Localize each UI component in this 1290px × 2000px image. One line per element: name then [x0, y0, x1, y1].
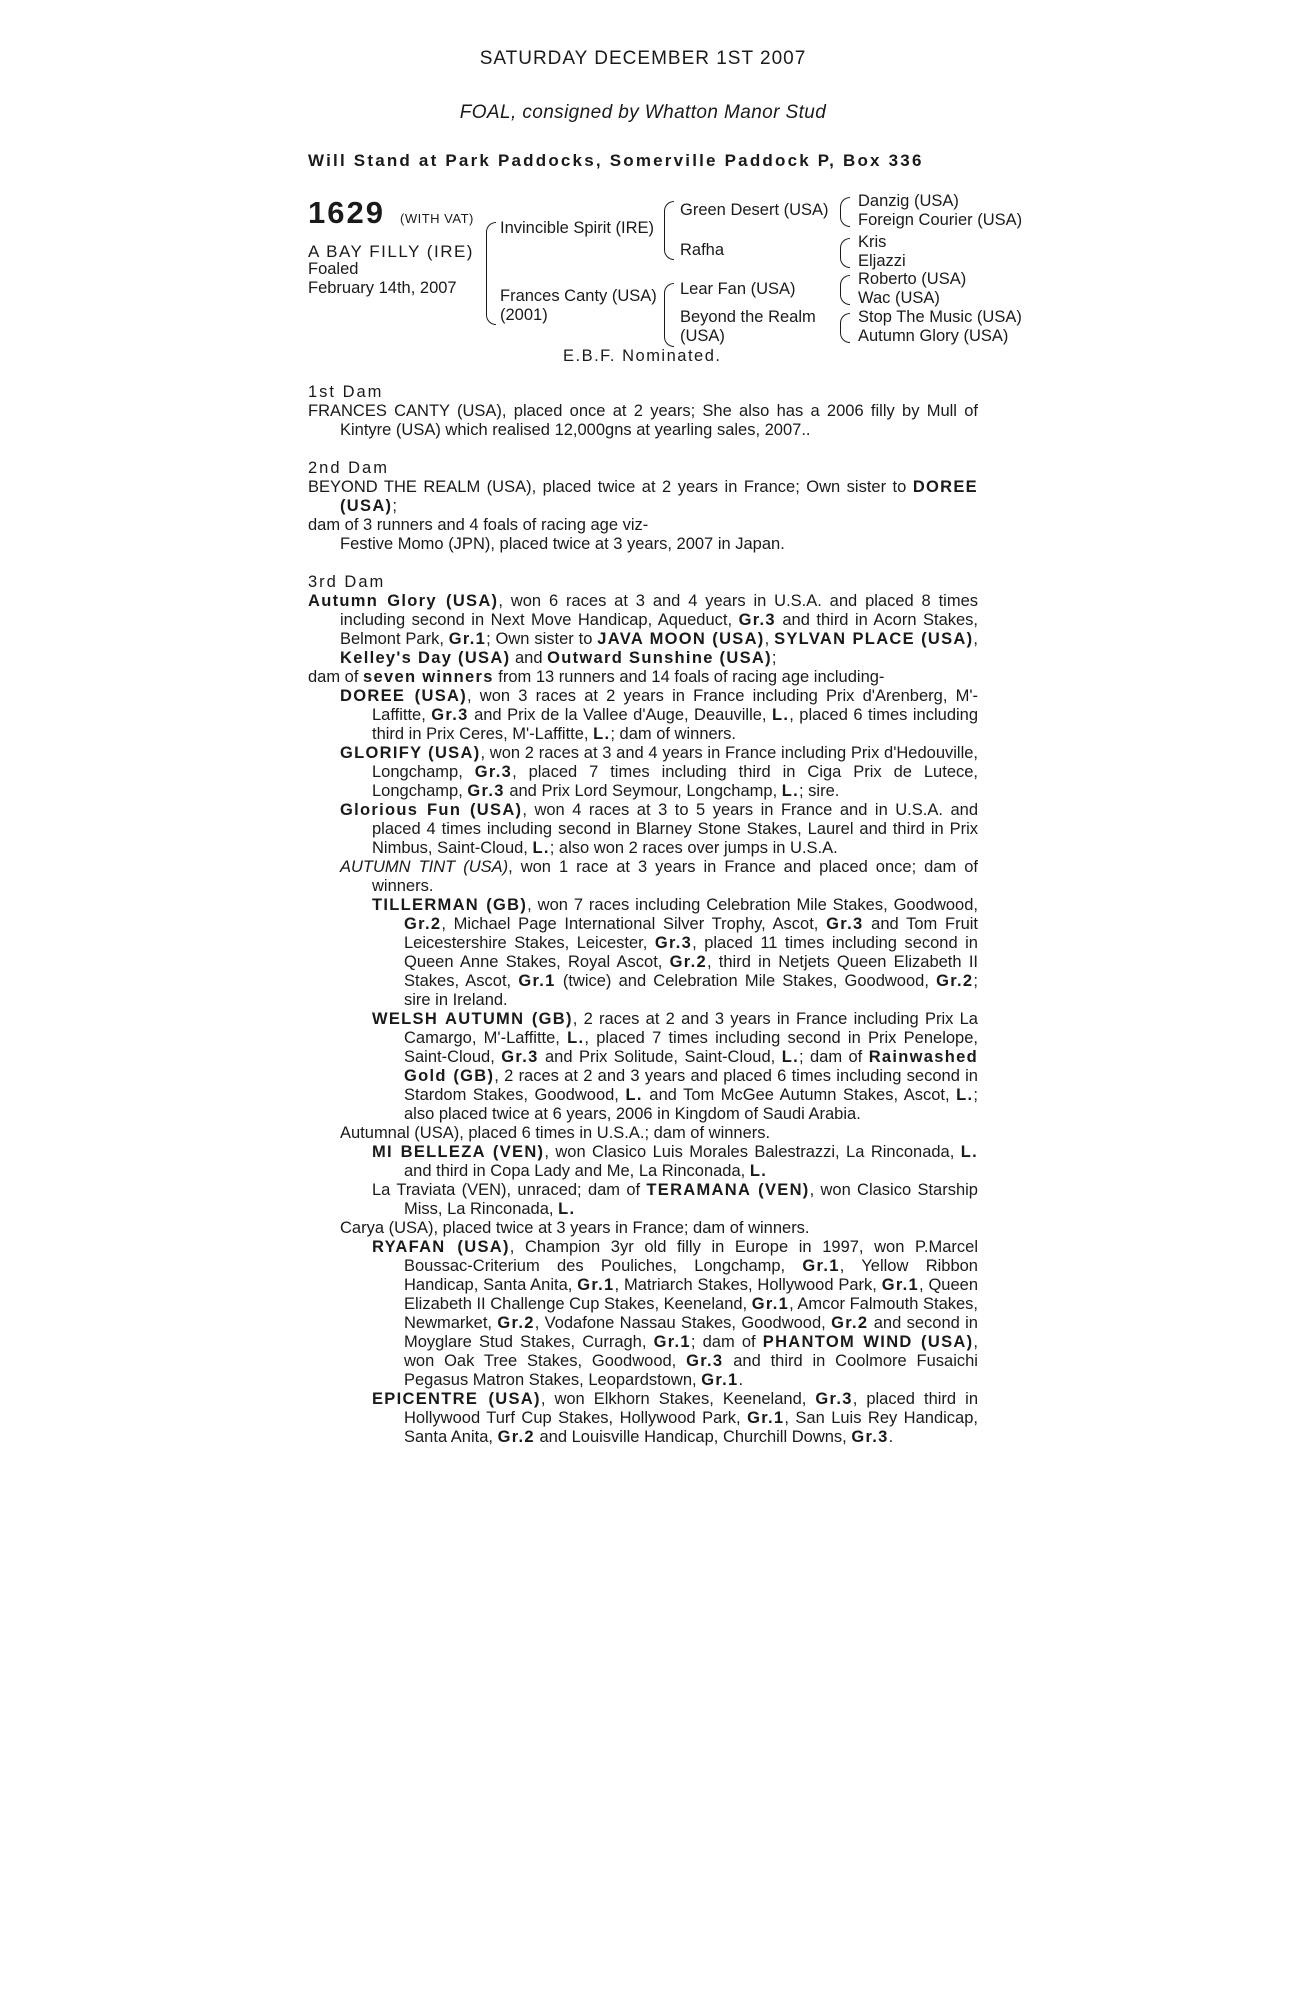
pedigree-dam-year: (2001) — [500, 306, 548, 324]
mib-l2: L. — [749, 1162, 768, 1180]
doree-3: , placed 6 times including third in Prix Ceres, M'-Laffitte, — [372, 706, 979, 743]
t-sis2: SYLVAN PLACE (USA) — [774, 630, 974, 648]
doree-l1: L. — [771, 706, 790, 724]
t-sis4: Outward Sunshine (USA) — [547, 649, 772, 667]
welsh-1: , 2 races at 2 and 3 years in France including Prix La Camargo, M'-Laffitte, — [404, 1010, 978, 1047]
glorify-name: GLORIFY (USA) — [340, 744, 481, 762]
vat-note: (WITH VAT) — [400, 211, 474, 226]
till-5: , third in Netjets Queen Elizabeth II Stakes, Ascot, — [404, 953, 978, 990]
consignor-line: FOAL, consigned by Whatton Manor Stud — [459, 102, 827, 123]
t-pc: from 13 runners and 14 foals of racing age including- — [498, 668, 885, 686]
till-g5: Gr.1 — [518, 972, 556, 990]
mib-name: MI BELLEZA (VEN) — [372, 1143, 545, 1161]
brace-dam — [664, 283, 674, 347]
till-g4: Gr.2 — [669, 953, 707, 971]
trav-1: La Traviata (VEN), unraced; dam of — [372, 1181, 641, 1199]
ry-5: , Amcor Falmouth Stakes, Newmarket, — [404, 1295, 979, 1332]
welsh-name: WELSH AUTUMN (GB) — [372, 1010, 573, 1028]
epi-g1: Gr.3 — [815, 1390, 853, 1408]
welsh-2: , placed 7 times including second in Prix Penelope, Saint-Cloud, — [404, 1029, 978, 1066]
pedigree-sire-sire: Green Desert (USA) — [680, 201, 829, 219]
gfun-2: ; also won 2 races over jumps in U.S.A. — [549, 839, 838, 857]
pedigree-sd-sire: Kris — [858, 233, 887, 251]
second-dam-intro-end: ; — [392, 497, 397, 515]
tint-name: AUTUMN TINT (USA) — [340, 858, 509, 876]
ry-g1: Gr.1 — [802, 1257, 840, 1275]
ebf-note: E.B.F. Nominated. — [563, 347, 722, 365]
epi-g2: Gr.1 — [747, 1409, 785, 1427]
offspring-autumn-tint — [308, 858, 978, 896]
till-7: ; sire in Ireland. — [404, 972, 978, 1009]
epi-3: , San Luis Rey Handicap, Santa Anita, — [404, 1409, 978, 1446]
t-p1: won 6 races at 3 and 4 years in U.S.A. and placed 8 times including second in Next Move Handicap, Aqueduct, — [340, 592, 979, 629]
ry-7: and second in Moyglare Stud Stakes, Curragh, — [404, 1314, 978, 1351]
pedigree-dd-dam: Autumn Glory (USA) — [858, 327, 1009, 345]
welsh-g1: Gr.3 — [501, 1048, 539, 1066]
second-dam-intro — [308, 478, 978, 516]
epi-4: and Louisville Handicap, Churchill Downs, — [539, 1428, 847, 1446]
rain-name: Rainwashed Gold (GB) — [404, 1048, 978, 1085]
offspring-autumnal: Autumnal (USA), placed 6 times in U.S.A.; dam of winners. — [340, 1124, 771, 1142]
ry-g3: Gr.1 — [881, 1276, 920, 1294]
pedigree-dd-sire: Stop The Music (USA) — [858, 308, 1022, 326]
epi-g3: Gr.2 — [497, 1428, 535, 1446]
till-6: (twice) and Celebration Mile Stakes, Goodwood, — [562, 972, 929, 990]
doree-2: and Prix de la Vallee d'Auge, Deauville, — [474, 706, 767, 724]
ry-g5: Gr.2 — [497, 1314, 535, 1332]
rain-2: and Tom McGee Autumn Stakes, Ascot, — [649, 1086, 950, 1104]
t-sis3: Kelley's Day (USA) — [340, 649, 511, 667]
glorify-l: L. — [781, 782, 800, 800]
lot-number: 1629 — [308, 195, 385, 230]
first-dam-section — [308, 383, 978, 440]
third-dam-name: Autumn Glory (USA) — [308, 592, 499, 610]
glorify-gr1: Gr.3 — [474, 763, 513, 781]
ry-g2: Gr.1 — [577, 1276, 615, 1294]
brace-dd — [840, 313, 850, 343]
horse-description: A BAY FILLY (IRE) — [308, 242, 474, 261]
pedigree-sire: Invincible Spirit (IRE) — [500, 219, 655, 237]
brace-sire — [664, 201, 674, 260]
epi-1: , won Elkhorn Stakes, Keeneland, — [540, 1390, 807, 1408]
first-dam-text: FRANCES CANTY (USA), placed once at 2 years; She also has a 2006 filly by Mull of Kintyre (USA) which realised 12,000gns at yearling sales, 2007.. — [308, 402, 978, 439]
offspring-glorious-fun — [308, 801, 978, 858]
pedigree-ds-sire: Roberto (USA) — [858, 270, 967, 288]
second-dam-sister: DOREE (USA) — [340, 478, 978, 515]
ry-4: , Queen Elizabeth II Challenge Cup Stakes, Keeneland, — [404, 1276, 978, 1313]
stand-location: Will Stand at Park Paddocks, Somerville Paddock P, Box 336 — [308, 151, 924, 170]
offspring-la-traviata — [308, 1181, 978, 1219]
t-p3: ; Own sister to — [486, 630, 593, 648]
brace-ds — [840, 275, 850, 305]
epi-name: EPICENTRE (USA) — [372, 1390, 541, 1408]
sale-date: SATURDAY DECEMBER 1ST 2007 — [479, 48, 807, 69]
pedigree-dam: Frances Canty (USA) — [500, 287, 657, 305]
second-dam-intro-text: BEYOND THE REALM (USA), placed twice at 2 years in France; Own sister to — [308, 478, 913, 496]
t-g3: Gr.3 — [738, 611, 776, 629]
epi-2: , placed third in Hollywood Turf Cup Stakes, Hollywood Park, — [404, 1390, 978, 1427]
glorify-4: ; sire. — [799, 782, 840, 800]
ry-g6: Gr.2 — [831, 1314, 869, 1332]
third-dam-section — [308, 573, 978, 1447]
offspring-tillerman — [308, 896, 978, 1010]
rain-l1: L. — [625, 1086, 643, 1104]
t-pb: seven winners — [363, 668, 494, 686]
teram-name: TERAMANA (VEN) — [646, 1181, 810, 1199]
third-dam-produce — [308, 668, 978, 687]
rain-l2: L. — [956, 1086, 974, 1104]
ph-g1: Gr.3 — [686, 1352, 724, 1370]
glorify-gr2: Gr.3 — [467, 782, 505, 800]
offspring-doree — [308, 687, 978, 744]
pedigree-sd-dam: Eljazzi — [858, 252, 906, 270]
t-sis1: JAVA MOON (USA) — [597, 630, 765, 648]
mib-1: , won Clasico Luis Morales Balestrazzi, La Rinconada, — [544, 1143, 955, 1161]
till-g1: Gr.2 — [404, 915, 442, 933]
till-4: , placed 11 times including second in Queen Anne Stakes, Royal Ascot, — [404, 934, 978, 971]
offspring-carya: Carya (USA), placed twice at 3 years in France; dam of winners. — [340, 1219, 810, 1237]
rain-1: , 2 races at 2 and 3 years and placed 6 times including second in Stardom Stakes, Goodwood, — [404, 1067, 978, 1104]
till-2: , Michael Page International Silver Trophy, Ascot, — [441, 915, 819, 933]
rain-3: ; also placed twice at 6 years, 2006 in Kingdom of Saudi Arabia. — [404, 1086, 978, 1123]
second-dam-produce: dam of 3 runners and 4 foals of racing age viz- — [308, 516, 649, 534]
second-dam-section — [308, 459, 978, 554]
brace-ss — [840, 197, 850, 227]
ph-1: , won Oak Tree Stakes, Goodwood, — [404, 1333, 978, 1370]
till-name: TILLERMAN (GB) — [372, 896, 528, 914]
third-dam-text: Autumn Glory (USA), won 6 races at 3 and 4 years in U.S.A. and placed 8 times including second in Next Move Handicap, Aqueduct, Gr.3 and third in Acorn Stakes, Belmont Park, Gr.1; Own sister to JAVA MOON (USA), SYLVAN PLACE (USA), Kelley's Day (USA) and Outward Sunshine (USA); — [308, 592, 979, 667]
ry-2: , Yellow Ribbon Handicap, Santa Anita, — [404, 1257, 978, 1294]
offspring-welsh-autumn — [308, 1010, 978, 1124]
epi-dot: . — [888, 1428, 894, 1446]
glorify-2: , placed 7 times including third in Ciga Prix de Lutece, Longchamp, — [372, 763, 979, 800]
offspring-glorify — [308, 744, 978, 801]
mib-2: and third in Copa Lady and Me, La Rinconada, — [404, 1162, 746, 1180]
offspring-ryafan — [308, 1238, 978, 1390]
ry-g7: Gr.1 — [653, 1333, 691, 1351]
till-1: , won 7 races including Celebration Mile Stakes, Goodwood, — [527, 896, 978, 914]
welsh-3: and Prix Solitude, Saint-Cloud, — [545, 1048, 776, 1066]
pedigree-dam-dam-country: (USA) — [680, 327, 725, 345]
ry-1: , Champion 3yr old filly in Europe in 1997, won P.Marcel Boussac-Criterium des Pouliches, Longchamp, — [404, 1238, 978, 1275]
ry-name: RYAFAN (USA) — [372, 1238, 510, 1256]
pedigree-ss-dam: Foreign Courier (USA) — [858, 211, 1023, 229]
teram-1: , won Clasico Starship Miss, La Rinconada, — [404, 1181, 978, 1218]
t-pa: dam of — [308, 668, 359, 686]
third-dam-heading: 3rd Dam — [308, 573, 386, 591]
gfun-l: L. — [532, 839, 550, 857]
doree-gr: Gr.3 — [431, 706, 469, 724]
ph-g2: Gr.1 — [701, 1371, 739, 1389]
offspring-epicentre — [308, 1390, 978, 1447]
ph-2: and third in Coolmore Fusaichi Pegasus Matron Stakes, Leopardstown, — [404, 1352, 978, 1389]
t-and: and — [514, 649, 543, 667]
first-dam-heading: 1st Dam — [308, 383, 384, 401]
tint-1: , won 1 race at 3 years in France and placed once; dam of winners. — [372, 858, 978, 895]
brace-sd — [840, 238, 850, 268]
t-g1: Gr.1 — [448, 630, 487, 648]
till-g3: Gr.3 — [654, 934, 693, 952]
gfun-1: , won 4 races at 3 to 5 years in France and in U.S.A. and placed 4 times including second in Blarney Stone Stakes, Laurel and third in Prix Nimbus, Saint-Cloud, — [372, 801, 978, 857]
ry-6: , Vodafone Nassau Stakes, Goodwood, — [534, 1314, 826, 1332]
ry-8: ; dam of — [690, 1333, 756, 1351]
second-dam-heading: 2nd Dam — [308, 459, 389, 477]
doree-1: , won 3 races at 2 years in France including Prix d'Arenberg, M'-Laffitte, — [372, 687, 979, 724]
till-3: and Tom Fruit Leicestershire Stakes, Leicester, — [404, 915, 978, 952]
pedigree-ss-sire: Danzig (USA) — [858, 192, 959, 210]
pedigree-dam-sire: Lear Fan (USA) — [680, 280, 796, 298]
welsh-4: ; dam of — [798, 1048, 863, 1066]
glorify-1: , won 2 races at 3 and 4 years in France including Prix d'Hedouville, Longchamp, — [372, 744, 979, 781]
doree-name: DOREE (USA) — [340, 687, 468, 705]
offspring-mi-belleza — [308, 1143, 978, 1181]
epi-g4: Gr.3 — [851, 1428, 889, 1446]
ph-name: PHANTOM WIND (USA) — [762, 1333, 974, 1351]
t-p2: and third in Acorn Stakes, Belmont Park, — [340, 611, 979, 648]
second-dam-offspring: Festive Momo (JPN), placed twice at 3 years, 2007 in Japan. — [340, 535, 785, 553]
doree-l2: L. — [593, 725, 611, 743]
teram-l: L. — [558, 1200, 576, 1218]
ph-dot: . — [738, 1371, 744, 1389]
foaled-label: Foaled — [308, 260, 359, 278]
glorify-3: and Prix Lord Seymour, Longchamp, — [509, 782, 778, 800]
till-g2: Gr.3 — [826, 915, 864, 933]
doree-4: ; dam of winners. — [610, 725, 736, 743]
ry-g4: Gr.1 — [751, 1295, 790, 1313]
brace-main — [486, 222, 496, 325]
mib-l1: L. — [960, 1143, 978, 1161]
ry-3: , Matriarch Stakes, Hollywood Park, — [614, 1276, 877, 1294]
pedigree-sire-dam: Rafha — [680, 241, 725, 259]
pedigree-ds-dam: Wac (USA) — [858, 289, 940, 307]
till-g6: Gr.2 — [936, 972, 974, 990]
welsh-l2: L. — [781, 1048, 799, 1066]
gfun-name: Glorious Fun (USA) — [340, 801, 523, 819]
pedigree-dam-dam: Beyond the Realm — [680, 308, 816, 326]
welsh-l1: L. — [567, 1029, 585, 1047]
foaled-date: February 14th, 2007 — [308, 279, 457, 297]
